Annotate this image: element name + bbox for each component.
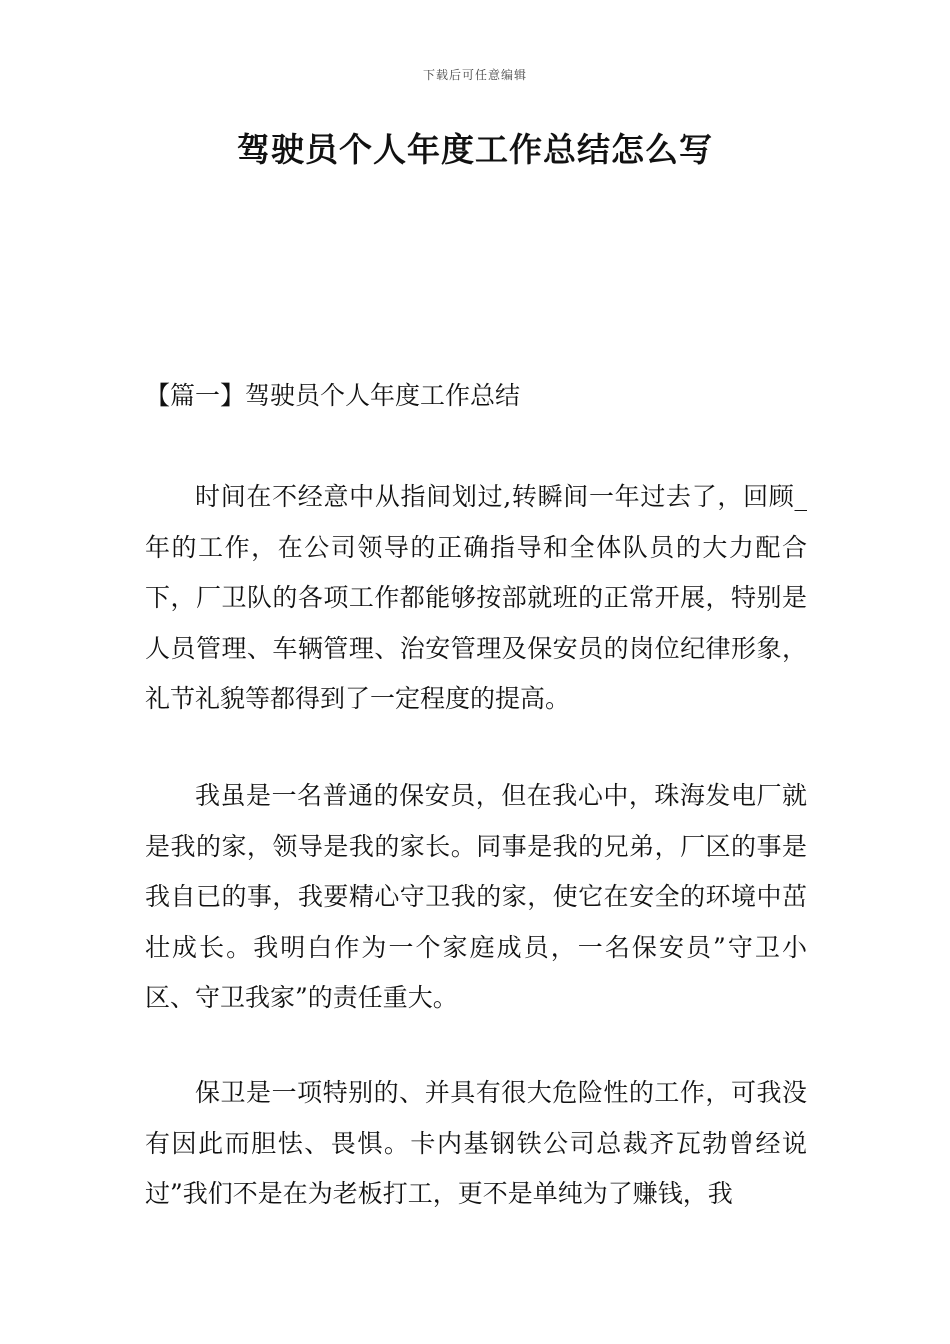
document-title: 驾驶员个人年度工作总结怎么写: [237, 130, 713, 169]
header-note: 下载后可任意编辑: [422, 68, 527, 82]
section-heading: 【篇一】驾驶员个人年度工作总结: [145, 381, 521, 410]
body-paragraph-1: 时间在不经意中从指间划过,转瞬间一年过去了，回顾_年的工作，在公司领导的正确指导和全体队员的大力配合下，厂卫队的各项工作都能够按部就班的正常开展，特别是人员管理、车辆管理、治安管理及保安员的岗位纪律形象，礼节礼貌等都得到了一定程度的提高。: [145, 482, 807, 713]
body-paragraph-3: 保卫是一项特别的、并具有很大危险性的工作，可我没有因此而胆怯、畏惧。卡内基钢铁公司总裁齐瓦勃曾经说过”我们不是在为老板打工，更不是单纯为了赚钱，我: [145, 1078, 807, 1208]
body-paragraph-2: 我虽是一名普通的保安员，但在我心中，珠海发电厂就是我的家，领导是我的家长。同事是我的兄弟，厂区的事是我自已的事，我要精心守卫我的家，使它在安全的环境中茁壮成长。我明白作为一个家庭成员，一名保安员”守卫小区、守卫我家”的责任重大。: [145, 781, 807, 1012]
